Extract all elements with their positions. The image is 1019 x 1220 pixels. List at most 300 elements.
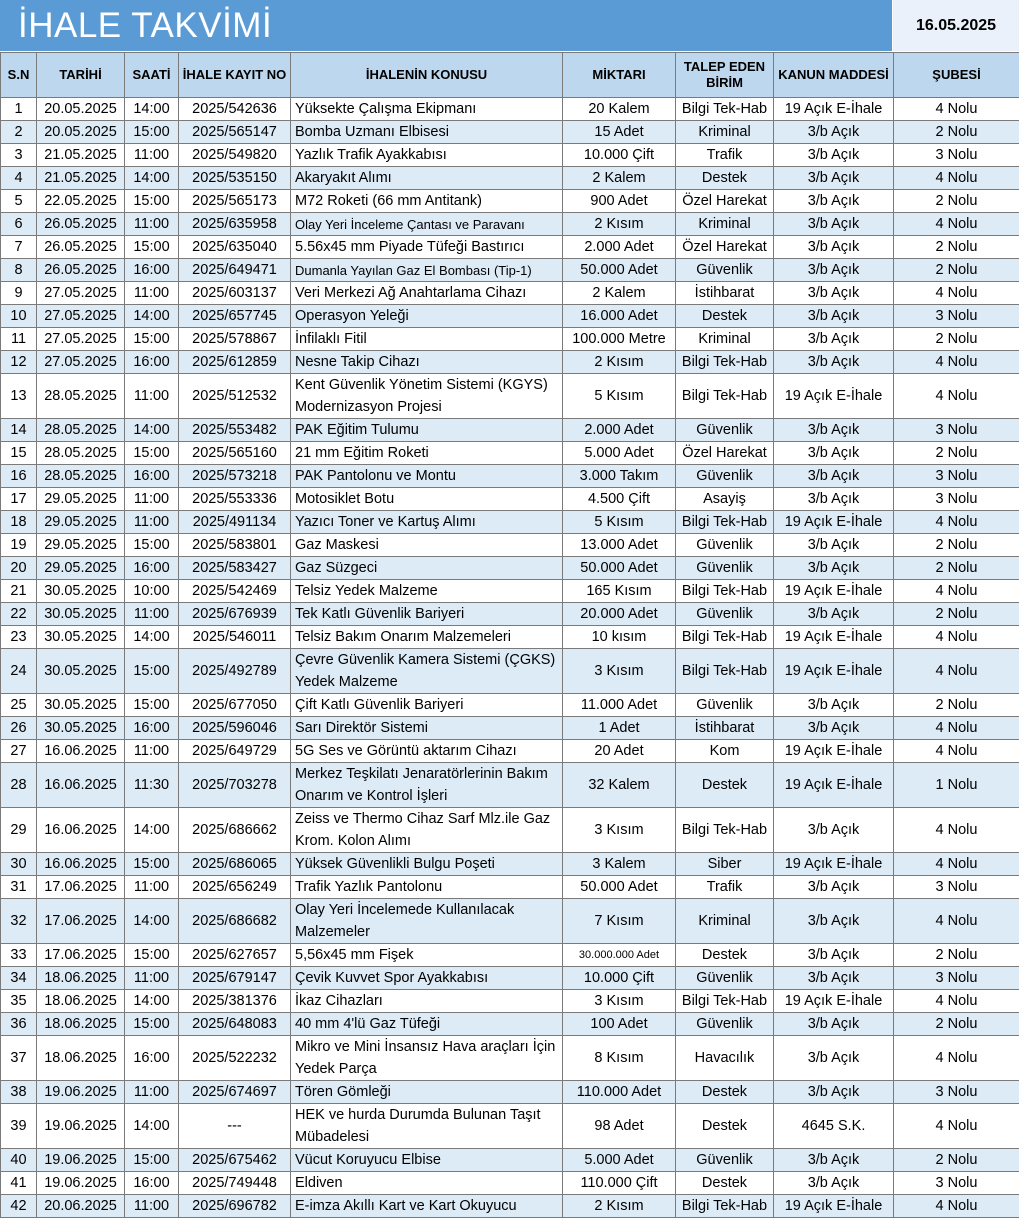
cell-law: 3/b Açık — [774, 488, 894, 511]
cell-quantity: 20 Adet — [563, 740, 676, 763]
cell-branch: 4 Nolu — [894, 351, 1019, 374]
cell-sn: 7 — [1, 236, 37, 259]
cell-date: 16.06.2025 — [37, 808, 125, 853]
cell-unit: İstihbarat — [676, 282, 774, 305]
cell-reg-no: 2025/649471 — [179, 259, 291, 282]
cell-time: 14:00 — [125, 899, 179, 944]
cell-subject: PAK Pantolonu ve Montu — [291, 465, 563, 488]
table-row — [1, 144, 1019, 167]
cell-branch: 2 Nolu — [894, 603, 1019, 626]
table-row — [1, 876, 1019, 899]
cell-sn: 23 — [1, 626, 37, 649]
cell-unit: Bilgi Tek-Hab — [676, 511, 774, 534]
cell-unit: Özel Harekat — [676, 190, 774, 213]
cell-branch: 4 Nolu — [894, 167, 1019, 190]
table-body — [1, 98, 1019, 1218]
cell-subject: Operasyon Yeleği — [291, 305, 563, 328]
cell-date: 20.05.2025 — [37, 98, 125, 121]
cell-sn: 42 — [1, 1195, 37, 1218]
cell-reg-no: 2025/553482 — [179, 419, 291, 442]
table-row — [1, 580, 1019, 603]
cell-branch: 2 Nolu — [894, 121, 1019, 144]
cell-time: 15:00 — [125, 534, 179, 557]
cell-branch: 4 Nolu — [894, 990, 1019, 1013]
cell-unit: Güvenlik — [676, 534, 774, 557]
cell-time: 15:00 — [125, 1013, 179, 1036]
cell-law: 19 Açık E-İhale — [774, 990, 894, 1013]
cell-sn: 31 — [1, 876, 37, 899]
cell-sn: 22 — [1, 603, 37, 626]
cell-branch: 4 Nolu — [894, 580, 1019, 603]
cell-unit: Bilgi Tek-Hab — [676, 351, 774, 374]
cell-unit: Güvenlik — [676, 1013, 774, 1036]
cell-sn: 29 — [1, 808, 37, 853]
cell-law: 4645 S.K. — [774, 1104, 894, 1149]
cell-unit: Destek — [676, 305, 774, 328]
cell-sn: 18 — [1, 511, 37, 534]
cell-reg-no: 2025/578867 — [179, 328, 291, 351]
cell-date: 17.06.2025 — [37, 899, 125, 944]
cell-time: 16:00 — [125, 717, 179, 740]
cell-branch: 4 Nolu — [894, 899, 1019, 944]
cell-law: 19 Açık E-İhale — [774, 853, 894, 876]
cell-subject: Sarı Direktör Sistemi — [291, 717, 563, 740]
cell-quantity: 5 Kısım — [563, 511, 676, 534]
cell-subject: Çevre Güvenlik Kamera Sistemi (ÇGKS) Yedek Malzeme — [291, 649, 563, 694]
cell-branch: 4 Nolu — [894, 717, 1019, 740]
cell-reg-no: 2025/686662 — [179, 808, 291, 853]
cell-branch: 4 Nolu — [894, 808, 1019, 853]
cell-unit: Kriminal — [676, 121, 774, 144]
table-row — [1, 305, 1019, 328]
cell-unit: Özel Harekat — [676, 442, 774, 465]
cell-quantity: 13.000 Adet — [563, 534, 676, 557]
cell-subject: Akaryakıt Alımı — [291, 167, 563, 190]
cell-sn: 27 — [1, 740, 37, 763]
cell-branch: 4 Nolu — [894, 98, 1019, 121]
cell-law: 19 Açık E-İhale — [774, 740, 894, 763]
cell-reg-no: 2025/686682 — [179, 899, 291, 944]
table-row — [1, 694, 1019, 717]
cell-reg-no: 2025/596046 — [179, 717, 291, 740]
cell-branch: 2 Nolu — [894, 1149, 1019, 1172]
cell-sn: 33 — [1, 944, 37, 967]
cell-date: 27.05.2025 — [37, 351, 125, 374]
cell-subject: Tören Gömleği — [291, 1081, 563, 1104]
cell-law: 3/b Açık — [774, 305, 894, 328]
cell-unit: Bilgi Tek-Hab — [676, 649, 774, 694]
header-law: KANUN MADDESİ — [774, 53, 894, 98]
cell-quantity: 30.000.000 Adet — [563, 944, 676, 967]
cell-sn: 35 — [1, 990, 37, 1013]
cell-subject: Merkez Teşkilatı Jenaratörlerinin Bakım Onarım ve Kontrol İşleri — [291, 763, 563, 808]
cell-quantity: 16.000 Adet — [563, 305, 676, 328]
cell-unit: Bilgi Tek-Hab — [676, 808, 774, 853]
cell-unit: Trafik — [676, 144, 774, 167]
cell-subject: Dumanla Yayılan Gaz El Bombası (Tip-1) — [291, 259, 563, 282]
cell-quantity: 3 Kısım — [563, 808, 676, 853]
cell-quantity: 100 Adet — [563, 1013, 676, 1036]
cell-date: 30.05.2025 — [37, 649, 125, 694]
cell-law: 3/b Açık — [774, 419, 894, 442]
cell-reg-no: 2025/635958 — [179, 213, 291, 236]
cell-date: 30.05.2025 — [37, 626, 125, 649]
table-row — [1, 1104, 1019, 1149]
cell-time: 15:00 — [125, 649, 179, 694]
cell-quantity: 11.000 Adet — [563, 694, 676, 717]
cell-quantity: 2.000 Adet — [563, 236, 676, 259]
cell-quantity: 2 Kısım — [563, 351, 676, 374]
cell-time: 11:00 — [125, 876, 179, 899]
cell-unit: Güvenlik — [676, 694, 774, 717]
cell-time: 14:00 — [125, 305, 179, 328]
cell-branch: 3 Nolu — [894, 1081, 1019, 1104]
cell-branch: 4 Nolu — [894, 626, 1019, 649]
cell-date: 19.06.2025 — [37, 1149, 125, 1172]
cell-branch: 2 Nolu — [894, 236, 1019, 259]
cell-branch: 4 Nolu — [894, 213, 1019, 236]
cell-date: 28.05.2025 — [37, 374, 125, 419]
cell-date: 18.06.2025 — [37, 967, 125, 990]
cell-law: 3/b Açık — [774, 899, 894, 944]
cell-sn: 9 — [1, 282, 37, 305]
cell-reg-no: 2025/381376 — [179, 990, 291, 1013]
cell-branch: 1 Nolu — [894, 763, 1019, 808]
cell-branch: 2 Nolu — [894, 944, 1019, 967]
cell-law: 3/b Açık — [774, 876, 894, 899]
cell-subject: 21 mm Eğitim Roketi — [291, 442, 563, 465]
cell-branch: 2 Nolu — [894, 259, 1019, 282]
cell-date: 16.06.2025 — [37, 740, 125, 763]
cell-time: 15:00 — [125, 442, 179, 465]
table-row — [1, 603, 1019, 626]
cell-date: 29.05.2025 — [37, 488, 125, 511]
cell-law: 3/b Açık — [774, 351, 894, 374]
cell-date: 19.06.2025 — [37, 1172, 125, 1195]
cell-branch: 3 Nolu — [894, 967, 1019, 990]
table-row — [1, 534, 1019, 557]
cell-subject: 5G Ses ve Görüntü aktarım Cihazı — [291, 740, 563, 763]
cell-quantity: 2 Kalem — [563, 282, 676, 305]
cell-branch: 4 Nolu — [894, 1104, 1019, 1149]
cell-reg-no: 2025/686065 — [179, 853, 291, 876]
cell-date: 26.05.2025 — [37, 259, 125, 282]
cell-branch: 4 Nolu — [894, 1036, 1019, 1081]
cell-unit: Güvenlik — [676, 259, 774, 282]
cell-subject: Trafik Yazlık Pantolonu — [291, 876, 563, 899]
cell-date: 17.06.2025 — [37, 944, 125, 967]
header-subject: İHALENİN KONUSU — [291, 53, 563, 98]
cell-reg-no: 2025/657745 — [179, 305, 291, 328]
table-row — [1, 1036, 1019, 1081]
cell-reg-no: 2025/696782 — [179, 1195, 291, 1218]
cell-date: 26.05.2025 — [37, 213, 125, 236]
cell-quantity: 3 Kısım — [563, 990, 676, 1013]
cell-sn: 15 — [1, 442, 37, 465]
table-row — [1, 899, 1019, 944]
cell-date: 30.05.2025 — [37, 580, 125, 603]
cell-sn: 16 — [1, 465, 37, 488]
cell-branch: 4 Nolu — [894, 511, 1019, 534]
cell-subject: 5,56x45 mm Fişek — [291, 944, 563, 967]
cell-sn: 6 — [1, 213, 37, 236]
cell-branch: 3 Nolu — [894, 488, 1019, 511]
cell-time: 15:00 — [125, 853, 179, 876]
table-row — [1, 990, 1019, 1013]
cell-quantity: 98 Adet — [563, 1104, 676, 1149]
cell-time: 14:00 — [125, 167, 179, 190]
cell-sn: 32 — [1, 899, 37, 944]
cell-reg-no: 2025/648083 — [179, 1013, 291, 1036]
cell-unit: Kriminal — [676, 213, 774, 236]
header-branch: ŞUBESİ — [894, 53, 1019, 98]
cell-quantity: 5.000 Adet — [563, 1149, 676, 1172]
cell-sn: 12 — [1, 351, 37, 374]
cell-subject: Telsiz Yedek Malzeme — [291, 580, 563, 603]
cell-quantity: 7 Kısım — [563, 899, 676, 944]
cell-law: 3/b Açık — [774, 1172, 894, 1195]
cell-branch: 3 Nolu — [894, 465, 1019, 488]
cell-law: 3/b Açık — [774, 1081, 894, 1104]
cell-quantity: 5 Kısım — [563, 374, 676, 419]
cell-unit: Güvenlik — [676, 419, 774, 442]
cell-reg-no: 2025/656249 — [179, 876, 291, 899]
cell-law: 3/b Açık — [774, 808, 894, 853]
cell-reg-no: 2025/549820 — [179, 144, 291, 167]
cell-date: 18.06.2025 — [37, 990, 125, 1013]
cell-time: 11:00 — [125, 213, 179, 236]
cell-time: 11:00 — [125, 1081, 179, 1104]
cell-subject: İkaz Cihazları — [291, 990, 563, 1013]
cell-sn: 25 — [1, 694, 37, 717]
cell-law: 3/b Açık — [774, 967, 894, 990]
cell-unit: Kom — [676, 740, 774, 763]
cell-reg-no: 2025/583427 — [179, 557, 291, 580]
cell-reg-no: --- — [179, 1104, 291, 1149]
cell-quantity: 15 Adet — [563, 121, 676, 144]
cell-branch: 4 Nolu — [894, 853, 1019, 876]
cell-unit: Destek — [676, 1104, 774, 1149]
cell-time: 15:00 — [125, 190, 179, 213]
cell-unit: Trafik — [676, 876, 774, 899]
cell-date: 21.05.2025 — [37, 144, 125, 167]
cell-reg-no: 2025/674697 — [179, 1081, 291, 1104]
cell-law: 19 Açık E-İhale — [774, 511, 894, 534]
table-row — [1, 1013, 1019, 1036]
cell-subject: Yazlık Trafik Ayakkabısı — [291, 144, 563, 167]
cell-subject: 5.56x45 mm Piyade Tüfeği Bastırıcı — [291, 236, 563, 259]
table-row — [1, 557, 1019, 580]
table-row — [1, 1149, 1019, 1172]
cell-reg-no: 2025/676939 — [179, 603, 291, 626]
cell-sn: 30 — [1, 853, 37, 876]
cell-time: 11:00 — [125, 603, 179, 626]
cell-time: 14:00 — [125, 626, 179, 649]
cell-subject: HEK ve hurda Durumda Bulunan Taşıt Mübadelesi — [291, 1104, 563, 1149]
cell-quantity: 3.000 Takım — [563, 465, 676, 488]
cell-time: 14:00 — [125, 98, 179, 121]
cell-quantity: 110.000 Adet — [563, 1081, 676, 1104]
report-date: 16.05.2025 — [893, 0, 1019, 51]
table-row — [1, 1081, 1019, 1104]
cell-unit: Güvenlik — [676, 1149, 774, 1172]
cell-time: 10:00 — [125, 580, 179, 603]
table-row — [1, 626, 1019, 649]
cell-sn: 26 — [1, 717, 37, 740]
cell-subject: Çevik Kuvvet Spor Ayakkabısı — [291, 967, 563, 990]
cell-subject: Gaz Maskesi — [291, 534, 563, 557]
cell-quantity: 110.000 Çift — [563, 1172, 676, 1195]
cell-unit: Bilgi Tek-Hab — [676, 1195, 774, 1218]
cell-sn: 11 — [1, 328, 37, 351]
cell-unit: Kriminal — [676, 328, 774, 351]
cell-quantity: 5.000 Adet — [563, 442, 676, 465]
cell-quantity: 32 Kalem — [563, 763, 676, 808]
cell-law: 19 Açık E-İhale — [774, 374, 894, 419]
cell-sn: 3 — [1, 144, 37, 167]
cell-subject: 40 mm 4'lü Gaz Tüfeği — [291, 1013, 563, 1036]
cell-quantity: 4.500 Çift — [563, 488, 676, 511]
table-row — [1, 1172, 1019, 1195]
cell-branch: 2 Nolu — [894, 442, 1019, 465]
cell-subject: Kent Güvenlik Yönetim Sistemi (KGYS) Modernizasyon Projesi — [291, 374, 563, 419]
table-row — [1, 351, 1019, 374]
cell-reg-no: 2025/677050 — [179, 694, 291, 717]
cell-unit: Asayiş — [676, 488, 774, 511]
cell-time: 11:00 — [125, 967, 179, 990]
cell-reg-no: 2025/565160 — [179, 442, 291, 465]
cell-law: 3/b Açık — [774, 465, 894, 488]
cell-branch: 2 Nolu — [894, 1013, 1019, 1036]
table-row — [1, 442, 1019, 465]
table-row — [1, 328, 1019, 351]
cell-unit: Güvenlik — [676, 465, 774, 488]
cell-date: 22.05.2025 — [37, 190, 125, 213]
cell-unit: Destek — [676, 167, 774, 190]
table-row — [1, 511, 1019, 534]
table-row — [1, 374, 1019, 419]
header-row — [1, 53, 1019, 98]
cell-subject: Tek Katlı Güvenlik Bariyeri — [291, 603, 563, 626]
tender-table — [0, 52, 1019, 1218]
cell-date: 18.06.2025 — [37, 1013, 125, 1036]
table-row — [1, 740, 1019, 763]
cell-unit: Destek — [676, 763, 774, 808]
cell-reg-no: 2025/627657 — [179, 944, 291, 967]
table-row — [1, 465, 1019, 488]
cell-subject: Telsiz Bakım Onarım Malzemeleri — [291, 626, 563, 649]
cell-quantity: 165 Kısım — [563, 580, 676, 603]
cell-reg-no: 2025/703278 — [179, 763, 291, 808]
cell-time: 11:00 — [125, 282, 179, 305]
cell-reg-no: 2025/565173 — [179, 190, 291, 213]
cell-law: 3/b Açık — [774, 121, 894, 144]
cell-time: 16:00 — [125, 259, 179, 282]
cell-subject: E-imza Akıllı Kart ve Kart Okuyucu — [291, 1195, 563, 1218]
cell-reg-no: 2025/492789 — [179, 649, 291, 694]
table-row — [1, 121, 1019, 144]
cell-sn: 8 — [1, 259, 37, 282]
cell-quantity: 50.000 Adet — [563, 259, 676, 282]
cell-sn: 38 — [1, 1081, 37, 1104]
cell-sn: 21 — [1, 580, 37, 603]
cell-time: 14:00 — [125, 419, 179, 442]
cell-reg-no: 2025/535150 — [179, 167, 291, 190]
cell-law: 3/b Açık — [774, 694, 894, 717]
cell-reg-no: 2025/573218 — [179, 465, 291, 488]
cell-time: 11:00 — [125, 374, 179, 419]
cell-subject: Vücut Koruyucu Elbise — [291, 1149, 563, 1172]
cell-law: 3/b Açık — [774, 144, 894, 167]
cell-law: 3/b Açık — [774, 1149, 894, 1172]
table-row — [1, 419, 1019, 442]
cell-quantity: 20 Kalem — [563, 98, 676, 121]
cell-reg-no: 2025/542469 — [179, 580, 291, 603]
title-row — [0, 0, 1019, 51]
cell-law: 19 Açık E-İhale — [774, 1195, 894, 1218]
cell-quantity: 50.000 Adet — [563, 557, 676, 580]
cell-time: 14:00 — [125, 1104, 179, 1149]
cell-law: 3/b Açık — [774, 190, 894, 213]
cell-date: 21.05.2025 — [37, 167, 125, 190]
cell-date: 28.05.2025 — [37, 442, 125, 465]
cell-unit: Siber — [676, 853, 774, 876]
cell-law: 3/b Açık — [774, 1036, 894, 1081]
cell-reg-no: 2025/649729 — [179, 740, 291, 763]
cell-date: 28.05.2025 — [37, 419, 125, 442]
cell-time: 15:00 — [125, 328, 179, 351]
cell-date: 27.05.2025 — [37, 305, 125, 328]
cell-unit: Güvenlik — [676, 603, 774, 626]
header-sn: S.N — [1, 53, 37, 98]
cell-date: 30.05.2025 — [37, 694, 125, 717]
table-row — [1, 808, 1019, 853]
header-reg-no: İHALE KAYIT NO — [179, 53, 291, 98]
cell-law: 3/b Açık — [774, 442, 894, 465]
cell-quantity: 8 Kısım — [563, 1036, 676, 1081]
table-row — [1, 853, 1019, 876]
cell-branch: 3 Nolu — [894, 419, 1019, 442]
cell-sn: 41 — [1, 1172, 37, 1195]
cell-reg-no: 2025/546011 — [179, 626, 291, 649]
cell-date: 27.05.2025 — [37, 282, 125, 305]
cell-subject: Olay Yeri İncelemede Kullanılacak Malzemeler — [291, 899, 563, 944]
cell-branch: 3 Nolu — [894, 144, 1019, 167]
cell-quantity: 10.000 Çift — [563, 967, 676, 990]
cell-unit: Destek — [676, 944, 774, 967]
cell-quantity: 10.000 Çift — [563, 144, 676, 167]
cell-reg-no: 2025/583801 — [179, 534, 291, 557]
header-time: SAATİ — [125, 53, 179, 98]
cell-time: 16:00 — [125, 557, 179, 580]
cell-sn: 28 — [1, 763, 37, 808]
cell-law: 3/b Açık — [774, 167, 894, 190]
cell-law: 19 Açık E-İhale — [774, 580, 894, 603]
cell-subject: Yazıcı Toner ve Kartuş Alımı — [291, 511, 563, 534]
cell-reg-no: 2025/603137 — [179, 282, 291, 305]
cell-subject: Olay Yeri İnceleme Çantası ve Paravanı — [291, 213, 563, 236]
cell-branch: 3 Nolu — [894, 876, 1019, 899]
cell-time: 11:00 — [125, 1195, 179, 1218]
cell-date: 20.05.2025 — [37, 121, 125, 144]
cell-law: 3/b Açık — [774, 944, 894, 967]
cell-branch: 2 Nolu — [894, 534, 1019, 557]
cell-law: 3/b Açık — [774, 236, 894, 259]
cell-sn: 37 — [1, 1036, 37, 1081]
cell-time: 11:00 — [125, 488, 179, 511]
cell-branch: 2 Nolu — [894, 557, 1019, 580]
cell-time: 15:00 — [125, 944, 179, 967]
